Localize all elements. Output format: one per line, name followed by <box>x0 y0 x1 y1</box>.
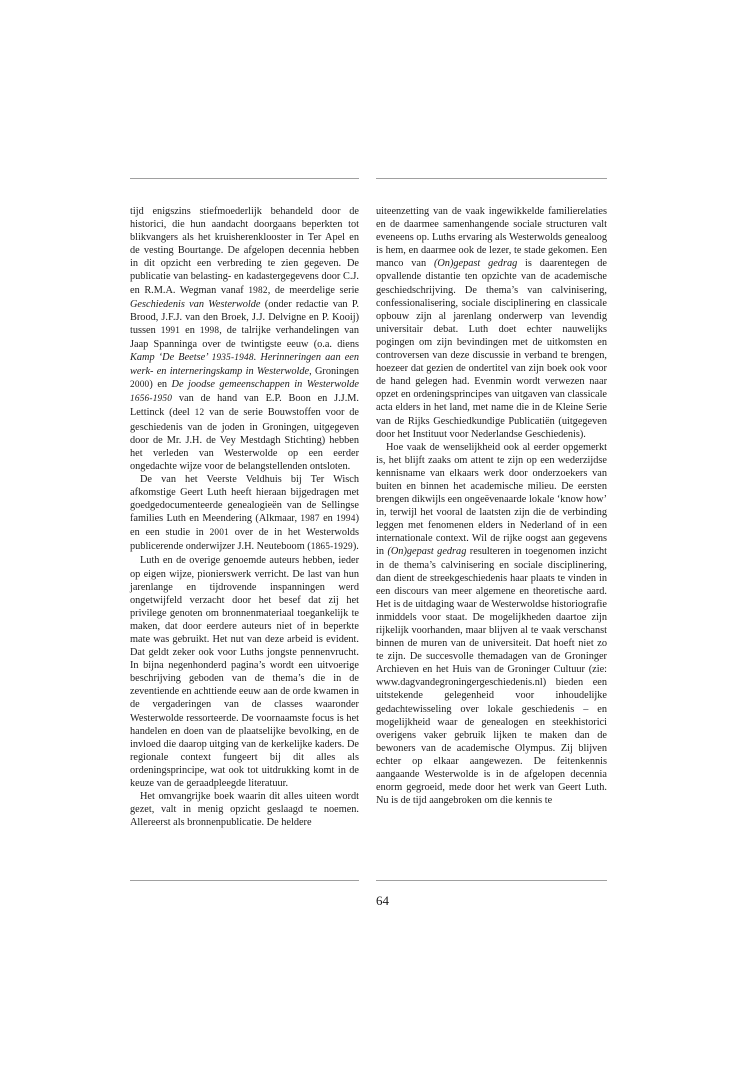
text-run: ) en een studie in <box>130 513 359 539</box>
paragraph <box>376 205 607 441</box>
paragraph <box>130 205 359 473</box>
text-column-left <box>130 205 359 829</box>
text-run: Luth en de overige genoemde auteurs hebben, ieder op eigen wijze, pionierswerk verricht. De last van hun jarenlange en tijdrovende inspanningen werd ongetwijfeld verzacht door het besef dat zij het privilege genoten om bronnenmateriaal toegankelijk te maken, dat door eerdere auteurs niet of in beperkte mate was gebruikt. Het nut van deze arbeid is evident. Dat geldt zeker ook voor Luths jongste pennenvrucht. In bijna negenhonderd pagina’s wordt een uitvoerige beschrijving geboden van de thema’s die in de zeventiende en achttiende eeuw aan de orde kwamen in de vergaderingen van de classes waaronder Westerwolde ressorteerde. De voornaamste focus is het handelen en doen van de plaatselijke bevolking, en de invloed die daarop uitging van de kerkelijke kaders. De regionale context fungeert bij dit alles als ordeningsprincipe, wat ook tot uitdrukking komt in de keuze van de geraadpleegde literatuur. <box>130 555 359 790</box>
italic-text-run: (On)gepast gedrag <box>433 258 518 270</box>
text-run: 1865-1929 <box>310 542 353 553</box>
footer-rule-right <box>376 880 607 881</box>
text-run: en <box>180 324 200 336</box>
text-run: , de meerdelige serie <box>267 284 359 296</box>
italic-text-run: (On)gepast gedrag <box>387 546 467 558</box>
italic-text-run: De joodse gemeenschappen in Westerwolde <box>171 379 359 391</box>
text-run: ) en <box>149 379 172 391</box>
italic-text-run: . Herinneringen aan een werk- en interneringskamp in Westerwolde <box>130 352 360 378</box>
text-run: 1998 <box>199 325 220 336</box>
italic-text-run: 1935-1948 <box>211 353 254 364</box>
text-run: van de hand van E.P. Boon en J.J.M. Lettinck (deel <box>130 393 359 419</box>
paragraph <box>130 790 359 829</box>
page-number: 64 <box>376 893 389 908</box>
text-run: 1982 <box>248 285 268 296</box>
text-run: is daarentegen de opvallende distantie ten opzichte van de academische geschiedschrijving. De thema’s van calvinisering, confessionalisering, sociale disciplinering en classicale opbouw zijn al jarenlang onderwerp van levendig universitair debat. Luth doet echter nauwelijks pogingen om zijn bevindingen met de uitkomsten en controversen van deze discussie in verband te brengen, hoezeer dat gezien de ondertitel van zijn boek ook voor de hand gelegen had. Evenmin wordt verwezen naar opzet en ordeningsprincipes van uitgaven van classicale acta elders in het land, met name die in de Kleine Serie van de Rijks Geschiedkundige Publicatiën (uitgegeven door het Instituut voor Nederlandse Geschiedenis). <box>376 258 607 440</box>
text-run: 1987 <box>300 514 320 525</box>
text-column-right <box>376 205 607 807</box>
text-run: 1991 <box>160 325 181 336</box>
text-run: 2000 <box>130 380 150 391</box>
header-rule-right <box>376 178 607 179</box>
text-run: , Groningen <box>309 366 360 378</box>
text-run: over de in het Westerwolds publicerende onderwijzer J.H. Neuteboom ( <box>130 527 359 553</box>
text-run: van de serie Bouwstoffen voor de geschiedenis van de joden in Groningen, uitgegeven door de Mr. J.H. de Vey Mestdagh Stichting) hebben het verleden van Westerwolde op een eerder ongedachte wijze voor de belangstellenden ontsloten. <box>130 407 359 472</box>
text-run: De van het Veerste Veldhuis bij Ter Wisch afkomstige Geert Luth heeft hieraan bijgedragen met goedgedocumenteerde genealogieën van de Sellingse families Luth en Meendering (Alkmaar, <box>130 473 359 525</box>
italic-text-run: 1656-1950 <box>130 394 173 405</box>
paragraph <box>376 441 607 808</box>
paragraph <box>130 554 359 790</box>
text-run: en <box>319 513 337 525</box>
footer-rule-left <box>130 880 359 881</box>
paragraph <box>130 473 359 555</box>
italic-text-run: Kamp ‘De Beetse’ <box>130 352 212 364</box>
header-rule-left <box>130 178 359 179</box>
text-run: 1994 <box>336 514 356 525</box>
text-run: Hoe vaak de wenselijkheid ook al eerder opgemerkt is, het blijft zaaks om attent te zijn op een wederzijdse kennisname van elkaars werk door onderzoekers van buiten en binnen het academische milieu. De eersten brengen dikwijls een ongeëvenaarde lokale ‘know how’ in, terwijl het vooral de laatsten zijn die de verbinding leggen met fenomenen elders in Nederland of in een internationale context. Wil de rijke oogst aan gegevens in <box>376 441 607 558</box>
text-run: ). <box>352 541 359 553</box>
text-run: resulteren in toegenomen inzicht in de thema’s calvinisering en sociale disciplinering, dan dient de streekgeschiedenis haar plaats te vinden in een discours van meer algemene en theoretische aard. Het is de uitdaging waar de Westerwoldse historiografie inmiddels voor staat. De mogelijkheden daartoe zijn rijkelijk voorhanden, maar blijven al te vaak verschanst binnen de muren van de universiteit. Dat hoeft niet zo te zijn. De succesvolle themadagen van de Groninger Archieven en het Huis van de Groninger Cultuur (zie: www.dagvandegroningergeschiedenis.nl) bieden een uitstekende gelegenheid voor inhoudelijke gedachtewisseling over lokale geschiedenis – en mogelijkheid waar de genealogen en steekhistorici overigens vaker gebruik lijken te maken dan de bewoners van de academische Olympus. Zij blijven echter op elkaar aangewezen. De feitenkennis aangaande Westerwolde is in de afgelopen decennia enorm gegroeid, mede door het werk van Geert Luth. Nu is de tijd aangebroken om die kennis te <box>376 546 607 807</box>
text-run: 12 <box>194 408 205 419</box>
text-run: uiteenzetting van de vaak ingewikkelde familierelaties en de daarmee samenhangende sociale structuren valt eveneens op. Luths ervaring als Westerwolds genealoog is hem, en daarmee ook de lezer, te stade gekomen. Een manco van <box>376 206 607 270</box>
italic-text-run: Geschiedenis van Westerwolde <box>130 298 261 310</box>
text-run: , de talrijke verhandelingen van Jaap Spanninga over de twintigste eeuw (o.a. diens <box>130 324 359 350</box>
text-run: tijd enigszins stiefmoederlijk behandeld door de historici, die hun aandacht doorgaans beperkten tot blikvangers als het kruisherenklooster in Ter Apel en de vesting Bourtange. De afgelopen decennia hebben in dit opzicht een verbreding te zien gegeven. De publicatie van belasting- en kadastergegevens door C.J. en R.M.A. Wegman vanaf <box>130 206 359 296</box>
text-run: (onder redactie van P. Brood, J.F.J. van den Broek, J.J. Delvigne en P. Kooij) tussen <box>130 298 359 336</box>
text-run: 2001 <box>209 528 229 539</box>
text-run: Het omvangrijke boek waarin dit alles uiteen wordt gezet, valt in menig opzicht geslaagd te noemen. Allereerst als bronnenpublicatie. De heldere <box>130 791 359 829</box>
